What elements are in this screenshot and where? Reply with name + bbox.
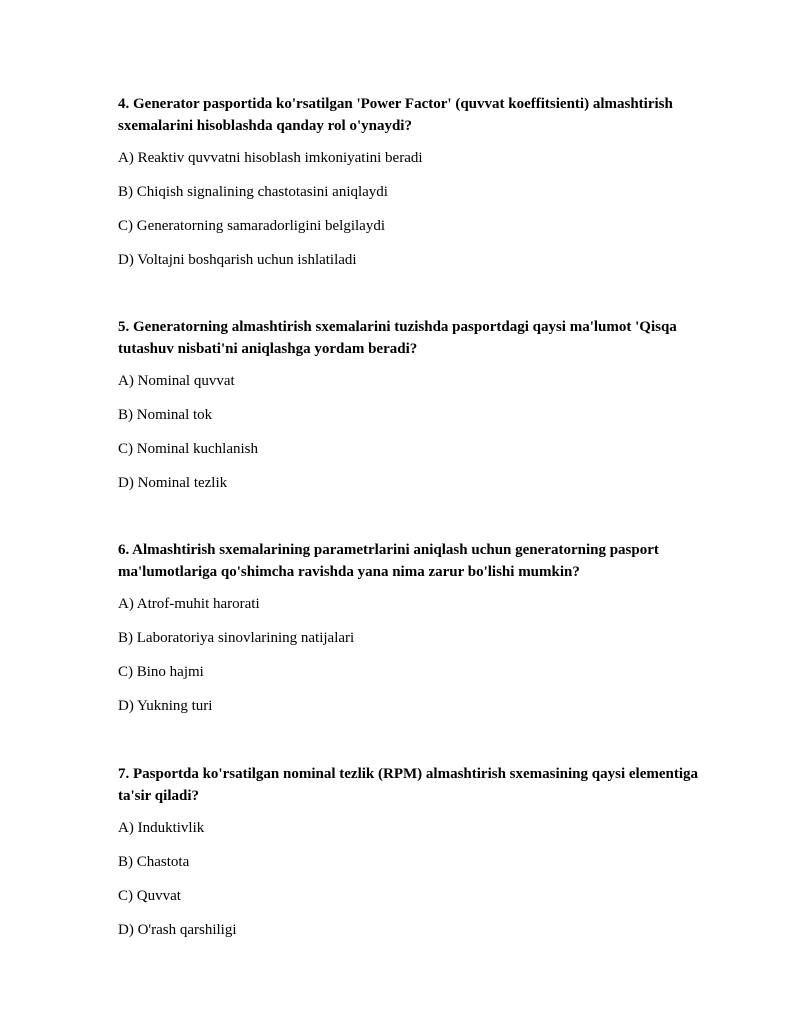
question-7-text: 7. Pasportda ko'rsatilgan nominal tezlik (RPM) almashtirish sxemasining qaysi elementiga ta'sir qiladi? — [118, 766, 699, 804]
question-7-option-a: A) Induktivlik — [118, 820, 205, 836]
question-5-option-b: B) Nominal tok — [118, 407, 213, 423]
question-7 — [118, 763, 699, 938]
question-4-text: 4. Generator pasportida ko'rsatilgan 'Power Factor' (quvvat koeffitsienti) almashtirish sxemalarini hisoblashda qanday rol o'ynaydi? — [118, 96, 673, 134]
question-6 — [118, 539, 698, 714]
question-6-option-c: C) Bino hajmi — [118, 664, 204, 680]
question-7-option-b: B) Chastota — [118, 854, 190, 870]
question-5-option-d: D) Nominal tezlik — [118, 475, 228, 491]
question-5 — [118, 316, 698, 491]
question-4-option-b: B) Chiqish signalining chastotasini aniqlaydi — [118, 184, 388, 200]
question-5-option-a: A) Nominal quvvat — [118, 373, 235, 389]
question-7-option-c: C) Quvvat — [118, 888, 181, 904]
question-4-option-c: C) Generatorning samaradorligini belgilaydi — [118, 218, 386, 234]
question-6-text: 6. Almashtirish sxemalarining parametrlarini aniqlash uchun generatorning pasport ma'lumotlariga qo'shimcha ravishda yana nima zarur bo'lishi mumkin? — [118, 542, 659, 580]
question-7-option-d: D) O'rash qarshiligi — [118, 922, 237, 938]
question-5-text: 5. Generatorning almashtirish sxemalarini tuzishda pasportdagi qaysi ma'lumot 'Qisqa tutashuv nisbati'ni aniqlashga yordam beradi? — [118, 319, 677, 357]
question-4-option-a: A) Reaktiv quvvatni hisoblash imkoniyatini beradi — [118, 150, 423, 166]
question-4-option-d: D) Voltajni boshqarish uchun ishlatiladi — [118, 252, 357, 268]
question-4 — [118, 93, 698, 268]
question-5-option-c: C) Nominal kuchlanish — [118, 441, 258, 457]
question-6-option-b: B) Laboratoriya sinovlarining natijalari — [118, 630, 355, 646]
question-6-option-d: D) Yukning turi — [118, 698, 213, 714]
question-6-option-a: A) Atrof-muhit harorati — [118, 596, 260, 612]
